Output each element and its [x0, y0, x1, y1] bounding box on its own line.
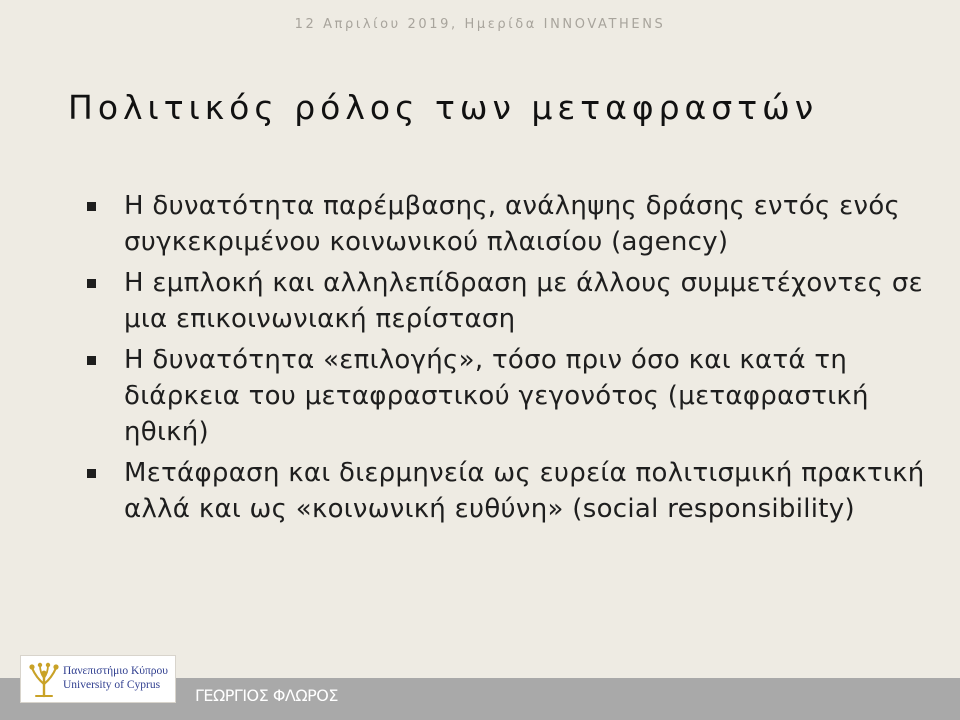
bullet-marker-icon	[87, 356, 96, 365]
slide-title: Πολιτικός ρόλος των μεταφραστών	[68, 88, 819, 127]
bullet-item	[84, 342, 934, 450]
ucy-emblem-icon	[27, 662, 61, 698]
bullet-item	[84, 265, 934, 337]
bullet-marker-icon	[87, 279, 96, 288]
bullet-item	[84, 188, 934, 260]
university-logo	[20, 655, 176, 703]
footer-author: ΓΕΩΡΓΙΟΣ ΦΛΩΡΟΣ	[195, 686, 338, 705]
bullet-text: Η δυνατότητα «επιλογής», τόσο πριν όσο και κατά τη διάρκεια του μεταφραστικού γεγονότος (μεταφραστική ηθική)	[124, 345, 869, 447]
logo-name-greek: Πανεπιστήμιο Κύπρου	[63, 665, 168, 677]
bullet-text: Η δυνατότητα παρέμβασης, ανάληψης δράσης εντός ενός συγκεκριμένου κοινωνικού πλαισίου (agency)	[124, 191, 901, 257]
logo-text	[63, 664, 168, 692]
bullet-text: Η εμπλοκή και αλληλεπίδραση με άλλους συμμετέχοντες σε μια επικοινωνιακή περίσταση	[124, 268, 924, 334]
bullet-text: Μετάφραση και διερμηνεία ως ευρεία πολιτισμική πρακτική αλλά και ως «κοινωνική ευθύνη» (social responsibility)	[124, 458, 925, 524]
bullet-marker-icon	[87, 469, 96, 478]
bullet-list	[84, 188, 934, 532]
logo-name-english: University of Cyprus	[63, 679, 161, 691]
bullet-item	[84, 455, 934, 527]
header-date-event: 12 Απριλίου 2019, Ημερίδα INNOVATHENS	[294, 17, 666, 32]
bullet-marker-icon	[87, 202, 96, 211]
